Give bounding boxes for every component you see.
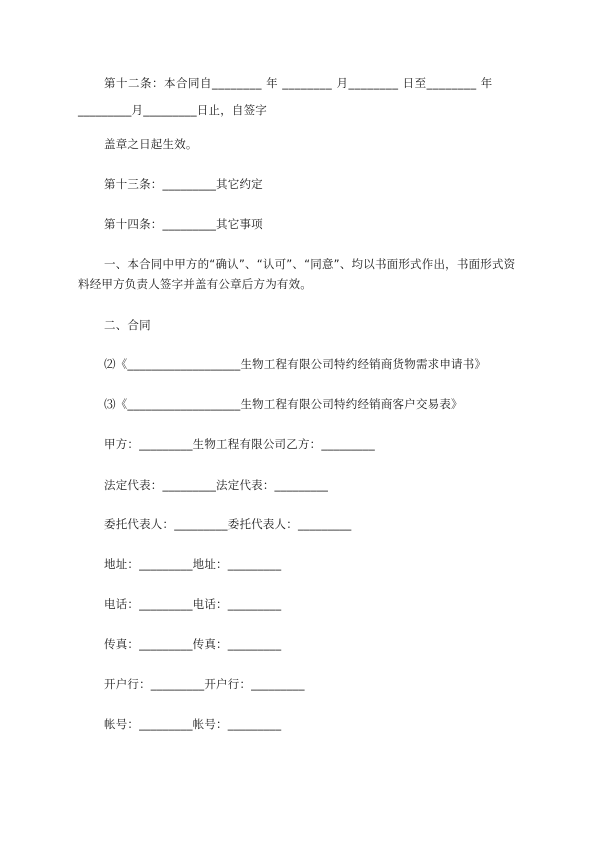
clause-14: 第十四条：_________其它事项 [104,217,263,231]
account-number-line: 帐号：_________帐号：_________ [104,717,282,731]
clause-13: 第十三条：_________其它约定 [104,177,263,191]
section-2-heading: 二、合同 [104,318,151,332]
attachment-2: ⑵《___________________生物工程有限公司特约经销商货物需求申请书》 [104,357,487,371]
address-line: 地址：_________地址：_________ [104,557,282,571]
legal-representative-line: 法定代表：_________法定代表：_________ [104,478,329,492]
clause-12-line-1: 第十二条：本合同自________ 年 ________ 月________ 日至________ 年 [104,76,493,90]
bank-line: 开户行：_________开户行：_________ [104,677,305,691]
section-1-line-2: 料经甲方负责人签字并盖有公章后方为有效。 [78,277,312,291]
clause-12-line-2: _________月_________日止，自签字 [78,103,267,117]
attachment-3: ⑶《___________________生物工程有限公司特约经销商客户交易表》 [104,397,463,411]
phone-line: 电话：_________电话：_________ [104,597,282,611]
section-1-line-1: 一、本合同中甲方的“确认”、“认可”、“同意”、均以书面形式作出，书面形式资 [104,257,516,271]
clause-12-line-3: 盖章之日起生效。 [104,137,198,151]
authorized-representative-line: 委托代表人：_________委托代表人：_________ [104,517,352,531]
party-a-b-line: 甲方：_________生物工程有限公司乙方：_________ [104,437,375,451]
fax-line: 传真：_________传真：_________ [104,637,282,651]
